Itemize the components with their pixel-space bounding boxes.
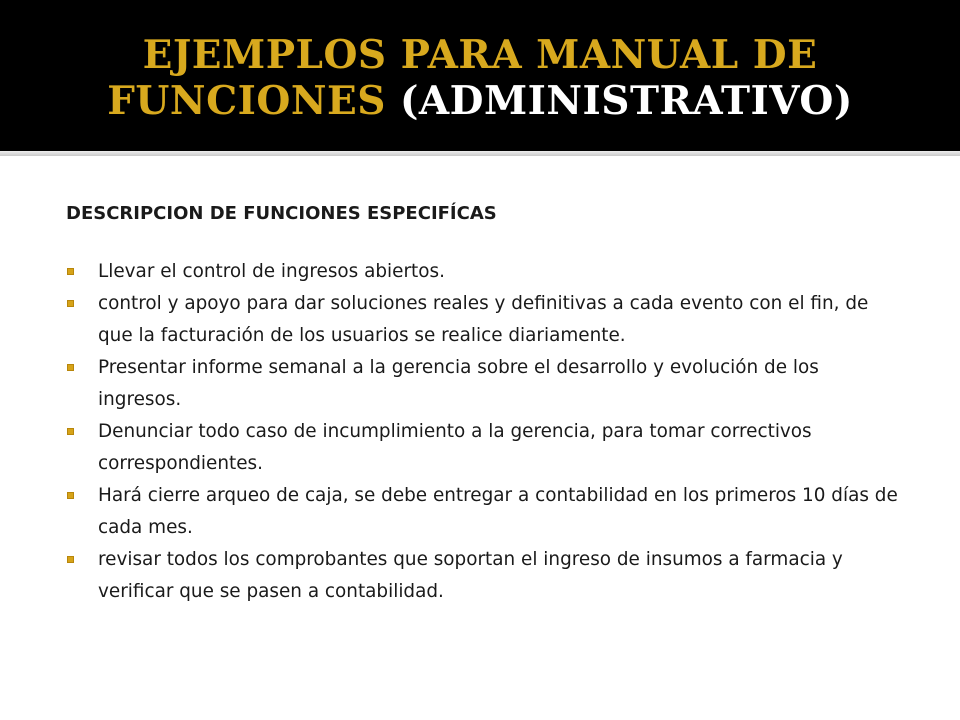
square-bullet-icon bbox=[67, 268, 74, 275]
square-bullet-icon bbox=[67, 492, 74, 499]
list-item-text: control y apoyo para dar soluciones reales y definitivas a cada evento con el fin, de que la facturación de los usuarios se realice diariamente. bbox=[98, 293, 869, 346]
section-heading: DESCRIPCION DE FUNCIONES ESPECIFÍCAS bbox=[66, 203, 497, 224]
title-divider bbox=[0, 151, 960, 156]
square-bullet-icon bbox=[67, 556, 74, 563]
title-line-2-white: (ADMINISTRATIVO) bbox=[385, 78, 853, 124]
title-line-1: EJEMPLOS PARA MANUAL DE bbox=[142, 32, 818, 78]
square-bullet-icon bbox=[67, 428, 74, 435]
slide-title bbox=[0, 32, 960, 124]
list-item bbox=[66, 352, 906, 416]
list-item bbox=[66, 416, 906, 480]
list-item bbox=[66, 544, 906, 608]
list-item-text: Llevar el control de ingresos abiertos. bbox=[98, 261, 445, 282]
list-item bbox=[66, 288, 906, 352]
bullet-list bbox=[66, 256, 906, 608]
list-item-text: revisar todos los comprobantes que soportan el ingreso de insumos a farmacia y verificar que se pasen a contabilidad. bbox=[98, 549, 843, 602]
list-item-text: Hará cierre arqueo de caja, se debe entregar a contabilidad en los primeros 10 días de cada mes. bbox=[98, 485, 898, 538]
list-item bbox=[66, 480, 906, 544]
list-item bbox=[66, 256, 906, 288]
list-item-text: Denunciar todo caso de incumplimiento a la gerencia, para tomar correctivos correspondientes. bbox=[98, 421, 812, 474]
square-bullet-icon bbox=[67, 300, 74, 307]
slide-body bbox=[66, 200, 906, 608]
list-item-text: Presentar informe semanal a la gerencia sobre el desarrollo y evolución de los ingresos. bbox=[98, 357, 819, 410]
title-line-2-gold: FUNCIONES bbox=[107, 78, 386, 124]
square-bullet-icon bbox=[67, 364, 74, 371]
